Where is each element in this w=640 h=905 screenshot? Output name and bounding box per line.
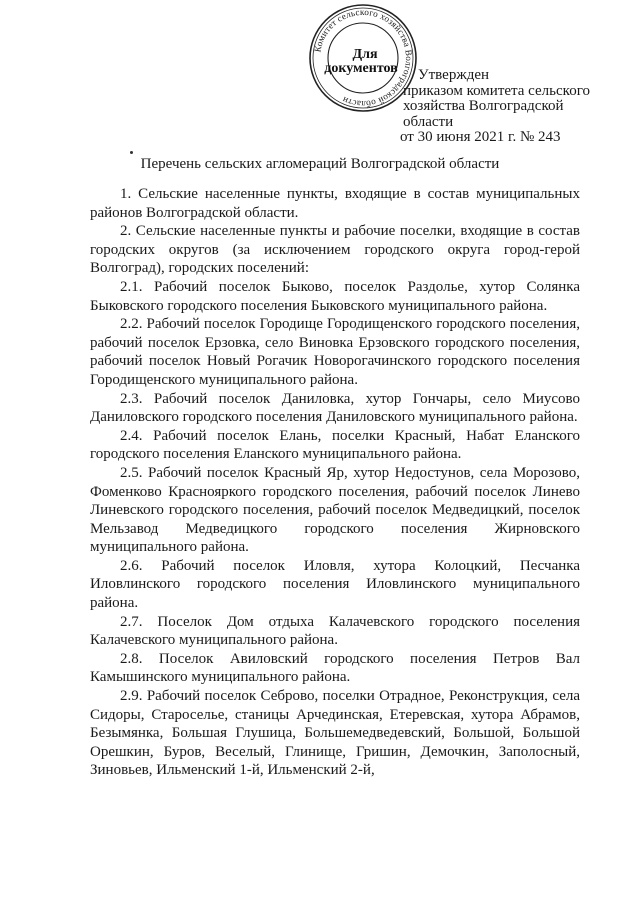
approval-line: приказом комитета сельского: [403, 82, 590, 99]
svg-text:Для: Для: [352, 47, 378, 62]
approval-line: области: [403, 113, 454, 130]
list-item: 2.8. Поселок Авиловский городского поселения Петров Вал Камышинского муниципального района.: [90, 650, 580, 686]
list-item: 2. Сельские населенные пункты и рабочие поселки, входящие в состав городских округов (за исключением городского округа город-герой Волгоград), городских поселений:: [90, 223, 580, 277]
list-item: 1. Сельские населенные пункты, входящие в состав муниципальных районов Волгоградской области.: [90, 186, 580, 221]
list-item: 2.9. Рабочий поселок Себрово, поселки Отрадное, Реконструкция, села Сидоры, Староселье, станицы Арчединская, Етеревская, хутора Абрамов, Безымянка, Большая Глушица, Большемедведевский, Большой, Большой Орешкин, Буров, Веселый, Глинище, Гришин, Демочкин, Заполосный, Зиновьев, Ильменский 1-й, Ильменский 2-й,: [90, 688, 580, 779]
list-item: 2.3. Рабочий поселок Даниловка, хутор Гончары, село Миусово Даниловского городского поселения Даниловского муниципального района.: [90, 390, 580, 426]
svg-text:документов: документов: [324, 61, 398, 76]
list-item: 2.4. Рабочий поселок Елань, поселки Красный, Набат Еланского городского поселения Еланского муниципального района.: [90, 427, 580, 463]
approval-line: от 30 июня 2021 г. № 243: [400, 129, 561, 145]
document-body: [90, 185, 580, 780]
list-item: 2.1. Рабочий поселок Быково, поселок Раздолье, хутор Солянка Быковского городского поселения Быковского муниципального района.: [90, 278, 580, 314]
approval-line: Утвержден: [418, 67, 490, 83]
list-item: 2.5. Рабочий поселок Красный Яр, хутор Недостунов, села Морозово, Фоменково Краснояркого городского поселения, рабочий поселок Линево Линевского городского поселения, рабочий поселок Медведицкий, поселок Мельзавод Медведицкого городского поселения Жирновского муниципального района.: [90, 464, 580, 556]
svg-text:Комитет сельского хозяйства Во: Комитет сельского хозяйства Волгоградской области: [312, 6, 415, 110]
approval-block: [400, 68, 600, 146]
document-title: Перечень сельских агломераций Волгоградской области: [140, 156, 500, 172]
list-item: 2.7. Поселок Дом отдыха Калачевского городского поселения Калачевского муниципального района.: [90, 613, 580, 649]
list-item: 2.2. Рабочий поселок Городище Городищенского городского поселения, рабочий поселок Ерзовка, село Виновка Ерзовского городского поселения, рабочий поселок Новый Рогачик Новорогачинского городского поселения Городищенского муниципального района.: [90, 316, 580, 388]
approval-line: хозяйства Волгоградской: [403, 98, 564, 114]
list-item: 2.6. Рабочий поселок Иловля, хутора Колоцкий, Песчанка Иловлинского городского поселения Иловлинского муниципального района.: [90, 557, 580, 612]
